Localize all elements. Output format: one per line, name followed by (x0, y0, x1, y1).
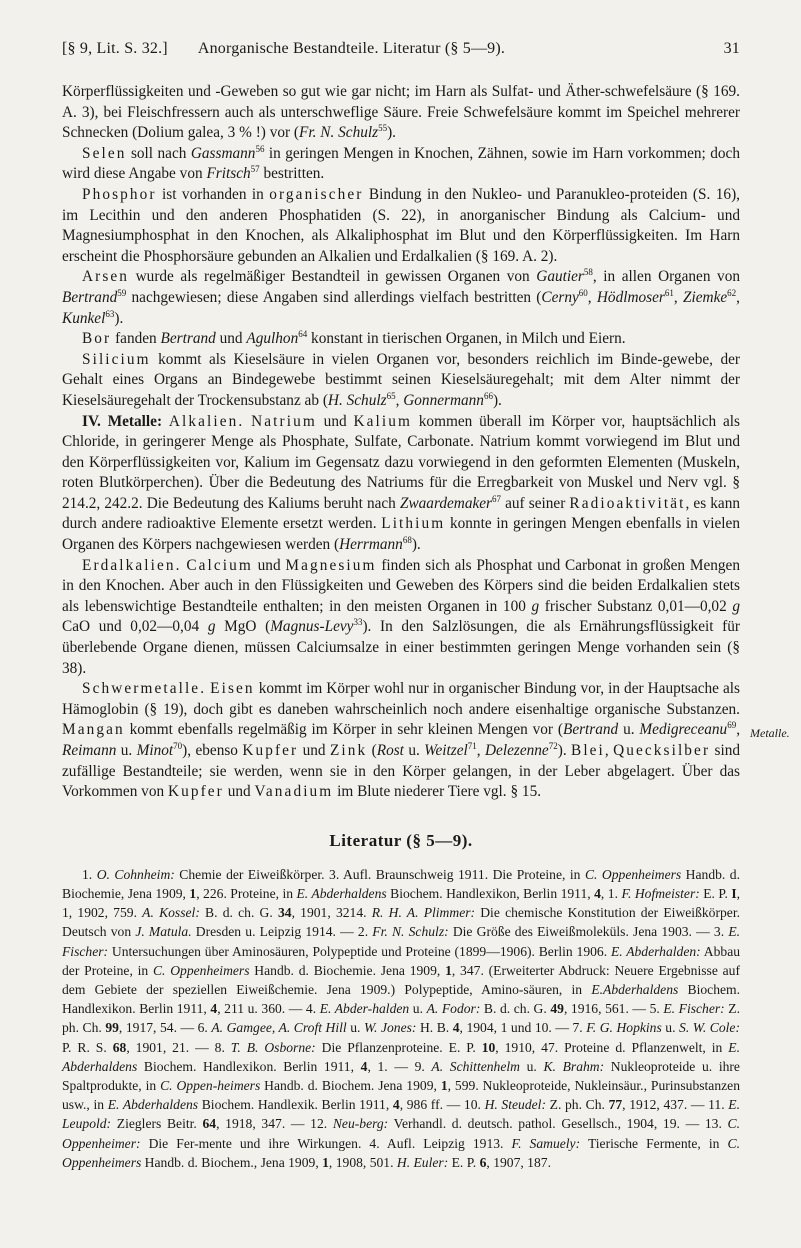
literature-heading: Literatur (§ 5—9). (329, 830, 473, 850)
running-title: Anorganische Bestandteile. Literatur (§ 5—9). (197, 40, 506, 57)
main-text (62, 82, 740, 803)
margin-note: Metalle. (750, 726, 790, 740)
literature-list: 1. O. Cohnheim: Chemie der Eiweißkörper. 3. Aufl. Braunschweig 1911. Die Proteine, in C. Oppenheimers Handb. d. Biochemie, Jena 1909, 1, 226. Proteine, in E. Abderhaldens Biochem. Handlexikon, Berlin 1911, 4, 1. F. Hofmeister: E. P. I, 1, 1902, 759. A. Kossel: B. d. ch. G. 34, 1901, 3214. R. H. A. Plimmer: Die chemische Konstitution der Eiweißkörper. Deutsch von J. Matula. Dresden u. Leipzig 1914. — 2. Fr. N. Schulz: Die Größe des Eiweißmoleküls. Jena 1903. — 3. E. Fischer: Untersuchungen über Aminosäuren, Polypeptide und Proteine (1899—1906). Berlin 1906. E. Abderhalden: Abbau der Proteine, in C. Oppenheimers Handb. d. Biochemie. Jena 1909, 1, 347. (Erweiterter Abdruck: Neuere Ergebnisse auf dem Gebiete der speziellen Eiweißchemie. Jena 1909.) Polypeptide, Amino-säuren, in E.Abderhaldens Biochem. Handlexikon. Berlin 1911, 4, 211 u. 360. — 4. E. Abder-halden u. A. Fodor: B. d. ch. G. 49, 1916, 561. — 5. E. Fischer: Z. ph. Ch. 99, 1917, 54. — 6. A. Gamgee, A. Croft Hill u. W. Jones: H. B. 4, 1904, 1 und 10. — 7. F. G. Hopkins u. S. W. Cole: P. R. S. 68, 1901, 21. — 8. T. B. Osborne: Die Pflanzenproteine. E. P. 10, 1910, 47. Proteine d. Pflanzenwelt, in E. Abderhaldens Biochem. Handlexikon. Berlin 1911, 4, 1. — 9. A. Schittenhelm u. K. Brahm: Nukleoproteide u. ihre Spaltprodukte, in C. Oppen-heimers Handb. d. Biochem. Jena 1909, 1, 599. Nukleoproteide, Nukleinsäur., Purinsubstanzen usw., in E. Abderhaldens Biochem. Handlexik. Berlin 1911, 4, 986 ff. — 10. H. Steudel: Z. ph. Ch. 77, 1912, 437. — 11. E. Leupold: Zieglers Beitr. 64, 1918, 347. — 12. Neu-berg: Verhandl. d. deutsch. pathol. Gesellsch., 1904, 19. — 13. C. Oppenheimer: Die Fer-mente und ihre Wirkungen. 4. Aufl. Leipzig 1913. F. Samuely: Tierische Fermente, in C. Oppenheimers Handb. d. Biochem., Jena 1909, 1, 1908, 501. H. Euler: E. P. 6, 1907, 187. (62, 866, 741, 1170)
paragraph-heavy-metals: Schwermetalle. Eisen kommt im Körper wohl nur in organischer Bindung vor, in der Hauptsache als Hämoglobin (§ 19), doch gibt es daneben wahrscheinlich noch andere eisenhaltige organische Substanzen. Mangan kommt ebenfalls regelmäßig im Körper in sehr kleinen Mengen vor (Bertrand u. Medigreceanu$^{69}$, Reimann u. Minot$^{70}$), ebenso Kupfer und Zink (Rost u. Weitzel$^{71}$, Delezenne$^{72}$). Blei, Quecksilber sind zufällige Bestandteile; sie werden, wenn sie in den Körper gelangen, in der Leber abgelagert. Über das Vorkommen von Kupfer und Vanadium im Blute niederer Tiere vgl. § 15. (62, 680, 741, 801)
paragraph-silicon: Silicium kommt als Kieselsäure in vielen Organen vor, besonders reichlich im Binde-gewebe, der Gehalt eines Organs an Bindegewebe bestimmt seinen Kieselsäuregehalt; mit dem Alter nimmt der Kieselsäuregehalt der Trockensubstanz ab (H. Schulz$^{65}$, Gonnermann$^{66}$). (62, 350, 740, 409)
paragraph-earth-alkalis: Erdalkalien. Calcium und Magnesium finden sich als Phosphat und Carbonat in großen Mengen in den Knochen. Aber auch in den Flüssigkeiten und Geweben des Körpers sind die beiden Erdalkalien stets als lebenswichtige Bestandteile enthalten; in den meisten Organen in 100 g frischer Substanz 0,01—0,02 g CaO und 0,02—0,04 g MgO (Magnus-Levy$^{33}$). In den Salzlösungen, die als Ernährungsflüssigkeit für überlebende Organe dienen, müssen Calciumsalze in einer bestimmten geringen Menge vorhanden sein (§ 38). (62, 556, 740, 677)
paragraph-metals: IV. Metalle: Alkalien. Natrium und Kalium kommen überall im Körper vor, hauptsächlich als Chloride, in geringerer Menge als Phosphate, Sulfate, Carbonate. Natrium kommt vorwiegend im Blut und den Körperflüssigkeiten vor, Kalium im Gegensatz dazu vorwiegend in den geformten Elementen (Muskeln, roten Blutkörperchen). Über die Bedeutung des Natriums für die Erregbarkeit von Muskel und Nerv vgl. § 214.2, 242.2. Die Bedeutung des Kaliums beruht nach Zwaardemaker$^{67}$ auf seiner Radioaktivität, es kann durch andere radioaktive Elemente ersetzt werden. Lithium konnte in geringen Mengen ebenfalls in vielen Organen des Körpers nachgewiesen werden (Herrmann$^{68}$). (62, 412, 741, 554)
paragraph-arsenic: Arsen wurde als regelmäßiger Bestandteil in gewissen Organen von Gautier$^{58}$, in allen Organen von Bertrand$^{59}$ nachgewiesen; diese Angaben sind allerdings vielfach bestritten (Cerny$^{60}$, Hödlmoser$^{61}$, Ziemke$^{62}$, Kunkel$^{63}$). (62, 267, 740, 327)
paragraph-boron: Bor fanden Bertrand und Agulhon$^{64}$ konstant in tierischen Organen, in Milch und Eiern. (82, 329, 626, 348)
page-number: 31 (723, 40, 740, 57)
paragraph-phosphorus: Phosphor ist vorhanden in organischer Bindung in den Nukleo- und Paranukleo-proteiden (S. 16), im Lecithin und den anderen Phosphatiden (S. 22), in anorganischer Bindung als Calcium- und Magnesiumphosphat in den Knochen, als Alkaliphosphat im Blut und den Körperflüssigkeiten. Im Harn erscheint die Phosphorsäure gebunden an Alkalien und Erdalkalien (§ 169. A. 2). (62, 185, 740, 265)
paragraph-sulfur: Körperflüssigkeiten und -Geweben so gut wie gar nicht; im Harn als Sulfat- und Äther-schwefelsäure (§ 169. A. 3), bei Fleischfressern auch als unterschweflige Säure. Freie Schwefelsäure kommt im Speichel mehrerer Schnecken (Dolium galea, 3 % !) vor (Fr. N. Schulz$^{55}$). (62, 83, 740, 142)
section-reference: [§ 9, Lit. S. 32.] (62, 40, 168, 57)
running-header (62, 40, 740, 58)
paragraph-selenium: Selen soll nach Gassmann$^{56}$ in geringen Mengen in Knochen, Zähnen, sowie im Harn vorkommen; doch wird diese Angabe von Fritsch$^{57}$ bestritten. (62, 143, 740, 183)
